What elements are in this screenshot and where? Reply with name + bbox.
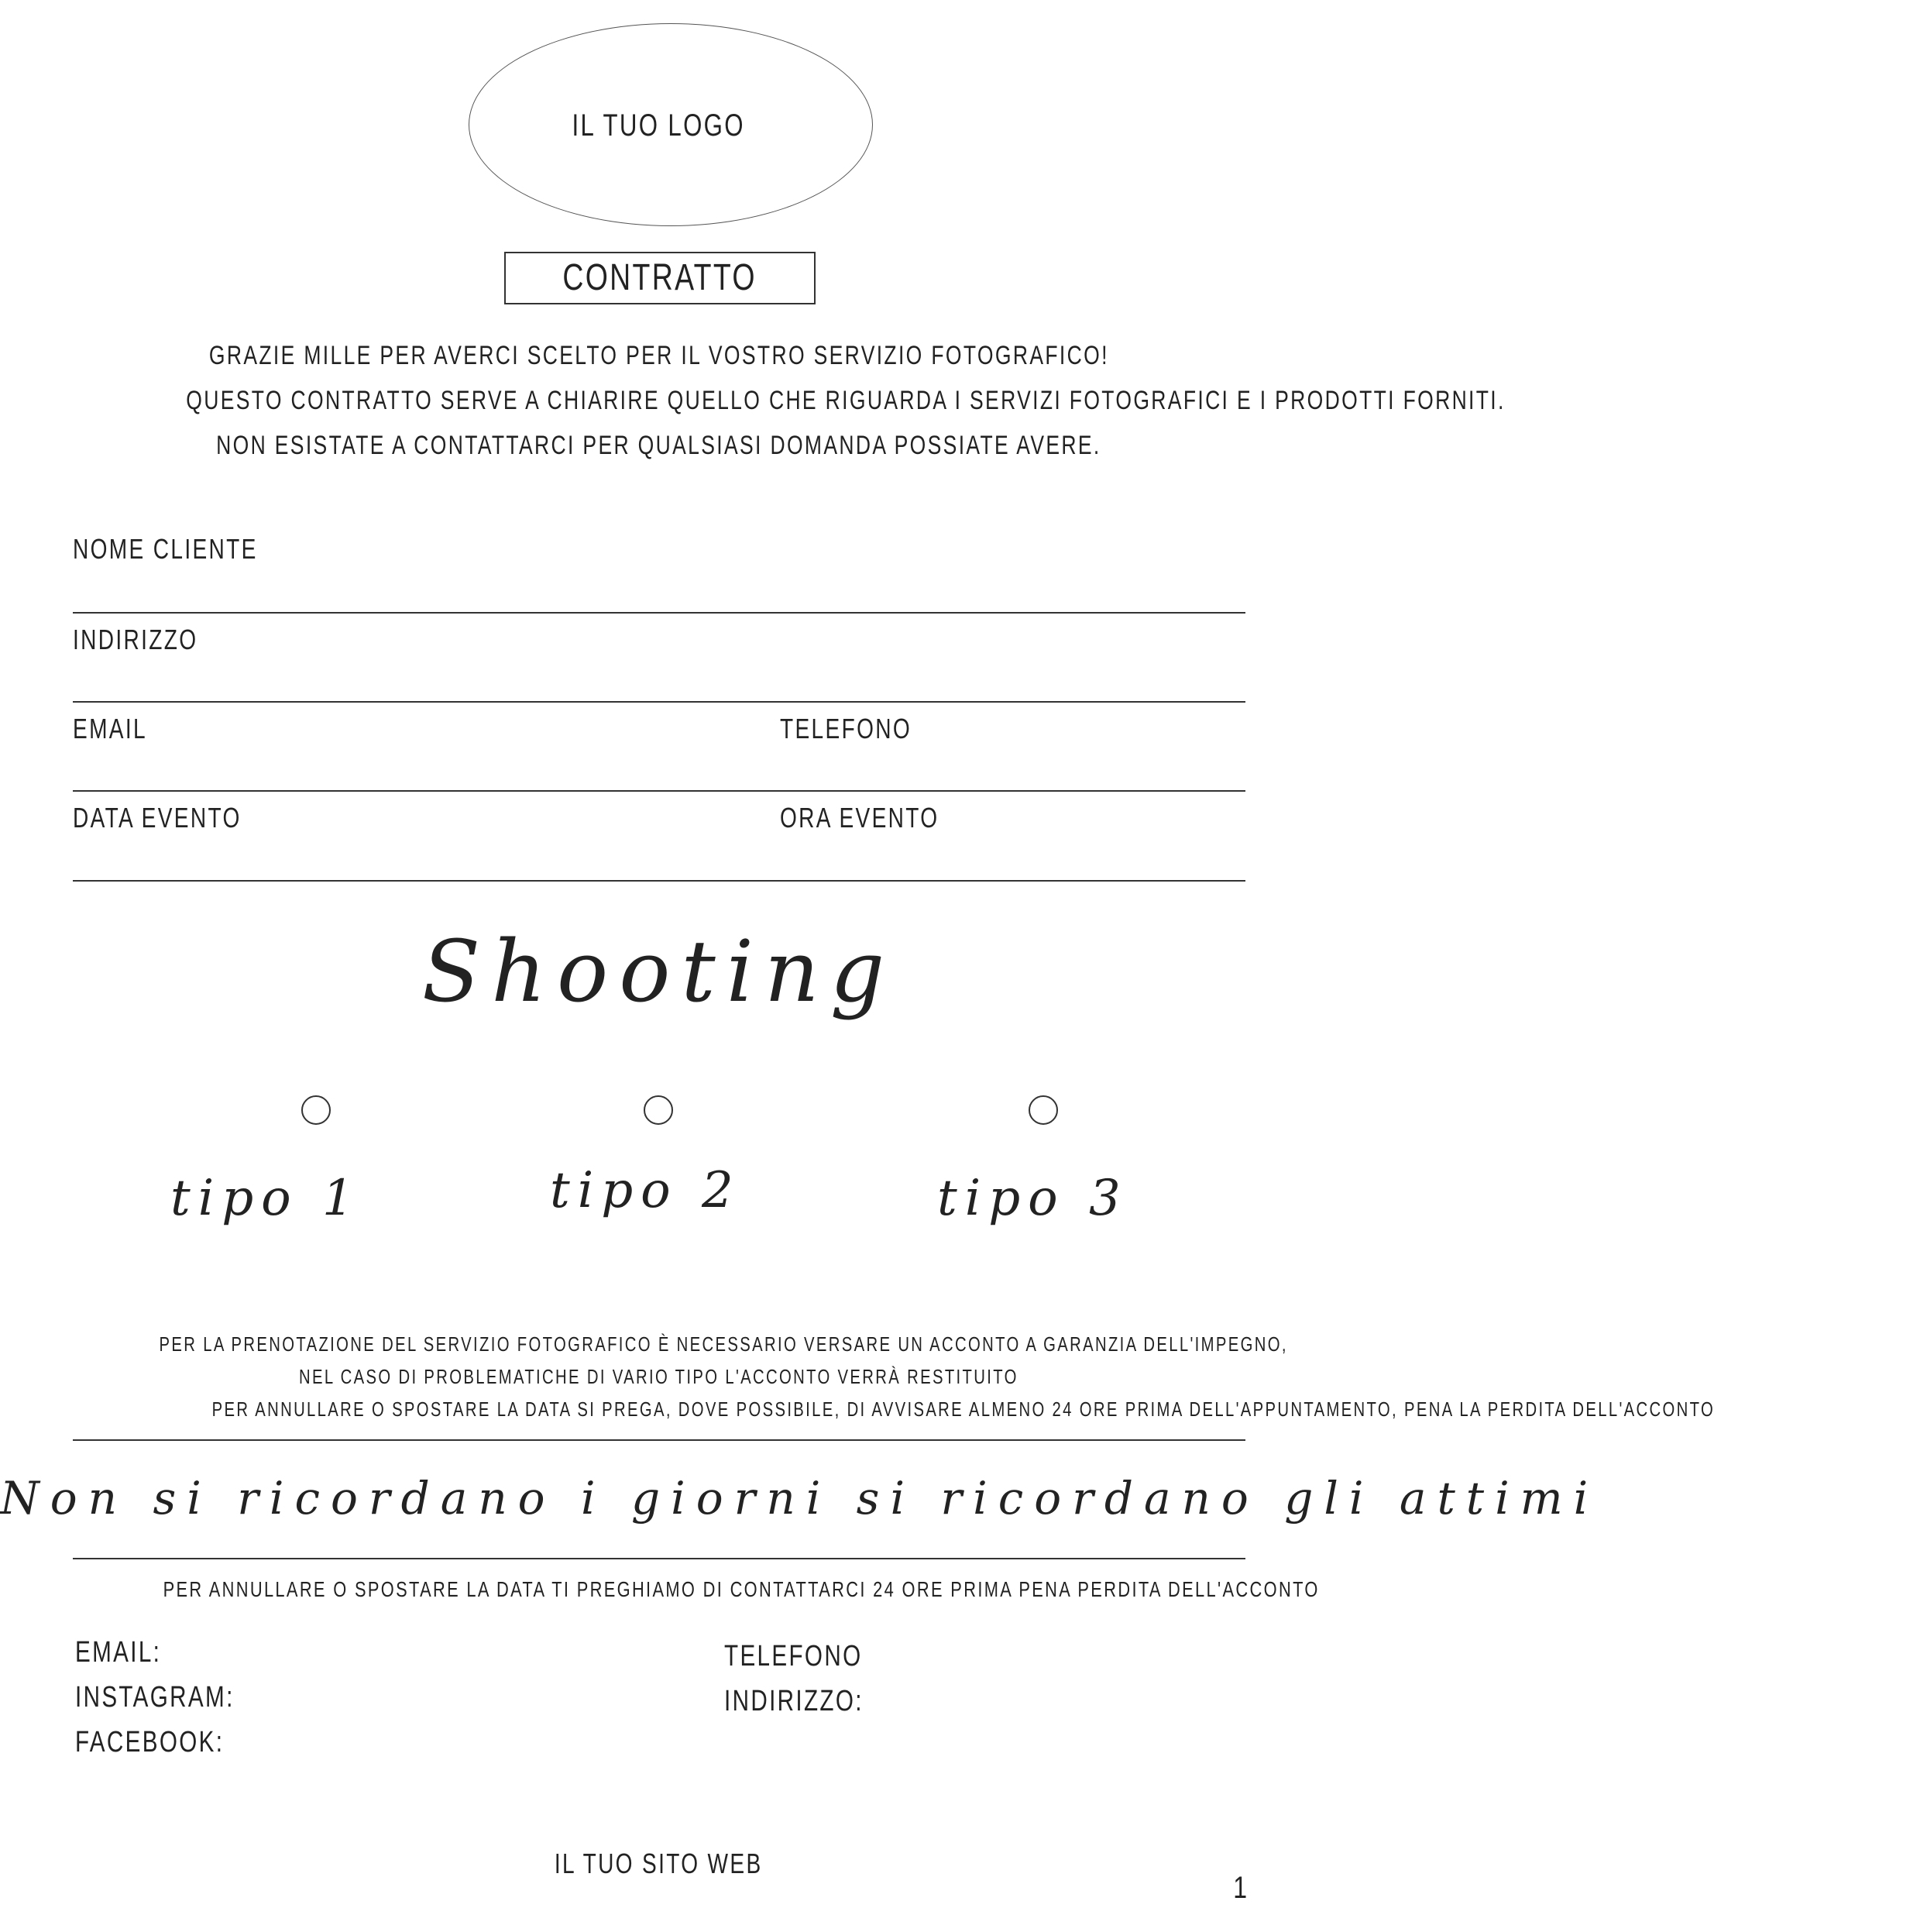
- booking-note-text-2: NEL CASO DI PROBLEMATICHE DI VARIO TIPO L'ACCONTO VERRÀ RESTITUITO: [299, 1365, 1018, 1388]
- contact-indirizzo-label: INDIRIZZO:: [724, 1685, 864, 1717]
- field-data-evento[interactable]: [73, 802, 289, 834]
- field-nome-cliente-label: NOME CLIENTE: [73, 533, 258, 565]
- contact-email: [75, 1636, 186, 1669]
- field-data-evento-line: [73, 880, 1245, 882]
- field-nome-cliente-line: [73, 612, 1245, 614]
- intro-text-3: NON ESISTATE A CONTATTARCI PER QUALSIASI DOMANDA POSSIATE AVERE.: [216, 431, 1101, 460]
- field-telefono-label: TELEFONO: [780, 713, 912, 744]
- booking-note-text-3: PER ANNULLARE O SPOSTARE LA DATA SI PREGA, DOVE POSSIBILE, DI AVVISARE ALMENO 24 ORE PRIMA DELL'APPUNTAMENTO, PENA LA PERDITA DELL'ACCONTO: [211, 1397, 1716, 1421]
- contact-instagram: [75, 1681, 280, 1714]
- contact-telefono-label: TELEFONO: [724, 1640, 863, 1672]
- contact-facebook: [75, 1726, 266, 1759]
- field-indirizzo[interactable]: [73, 624, 233, 656]
- contract-title: CONTRATTO: [562, 257, 757, 298]
- field-indirizzo-line: [73, 701, 1245, 703]
- booking-note-1: [0, 1332, 1317, 1356]
- contact-telefono: [724, 1640, 902, 1673]
- intro-line-1: [0, 341, 1317, 371]
- radio-tipo-3[interactable]: [1029, 1095, 1058, 1125]
- contact-facebook-label: FACEBOOK:: [75, 1726, 225, 1758]
- contact-instagram-label: INSTAGRAM:: [75, 1681, 235, 1714]
- intro-line-2: [0, 386, 1506, 416]
- contract-title-box: [504, 252, 816, 304]
- cancel-note-text: PER ANNULLARE O SPOSTARE LA DATA TI PREGHIAMO DI CONTATTARCI 24 ORE PRIMA PENA PERDITA DELL'ACCONTO: [163, 1577, 1320, 1601]
- booking-note-2: [0, 1365, 1317, 1389]
- radio-tipo-1[interactable]: [301, 1095, 331, 1125]
- intro-text-2: QUESTO CONTRATTO SERVE A CHIARIRE QUELLO CHE RIGUARDA I SERVIZI FOTOGRAFICI E I PRODOTTI FORNITI.: [186, 386, 1506, 415]
- field-data-evento-label: DATA EVENTO: [73, 802, 242, 834]
- website-text: IL TUO SITO WEB: [555, 1848, 763, 1879]
- field-email-label: EMAIL: [73, 713, 147, 744]
- contact-email-label: EMAIL:: [75, 1636, 162, 1669]
- field-email[interactable]: [73, 713, 168, 745]
- booking-note-3: [0, 1397, 1716, 1421]
- radio-tipo-2[interactable]: [644, 1095, 673, 1125]
- quote-bottom-line: [73, 1558, 1245, 1559]
- field-ora-evento[interactable]: [780, 802, 984, 834]
- contact-indirizzo: [724, 1685, 903, 1718]
- intro-text-1: GRAZIE MILLE PER AVERCI SCELTO PER IL VOSTRO SERVIZIO FOTOGRAFICO!: [208, 341, 1109, 370]
- page-number: 1: [1233, 1871, 1248, 1905]
- cancel-note: [0, 1577, 1320, 1602]
- option-tipo-3-label: tipo 3: [937, 1170, 1128, 1227]
- quote-text: Non si ricordano i giorni si ricordano gli attimi: [0, 1472, 1599, 1525]
- field-email-line: [73, 790, 1245, 792]
- field-indirizzo-label: INDIRIZZO: [73, 624, 198, 655]
- field-telefono[interactable]: [780, 713, 949, 745]
- field-ora-evento-label: ORA EVENTO: [780, 802, 939, 834]
- option-tipo-2-label: tipo 2: [550, 1162, 741, 1219]
- intro-line-3: [0, 431, 1317, 461]
- shooting-title: Shooting: [421, 922, 896, 1021]
- booking-note-text-1: PER LA PRENOTAZIONE DEL SERVIZIO FOTOGRAFICO È NECESSARIO VERSARE UN ACCONTO A GARANZIA DELL'IMPEGNO,: [159, 1332, 1288, 1356]
- quote-top-line: [73, 1439, 1245, 1441]
- field-nome-cliente[interactable]: [73, 533, 310, 566]
- website: [0, 1848, 1317, 1880]
- logo-text-row: [0, 108, 1317, 143]
- option-tipo-1-label: tipo 1: [170, 1170, 362, 1227]
- logo-text: IL TUO LOGO: [572, 108, 746, 143]
